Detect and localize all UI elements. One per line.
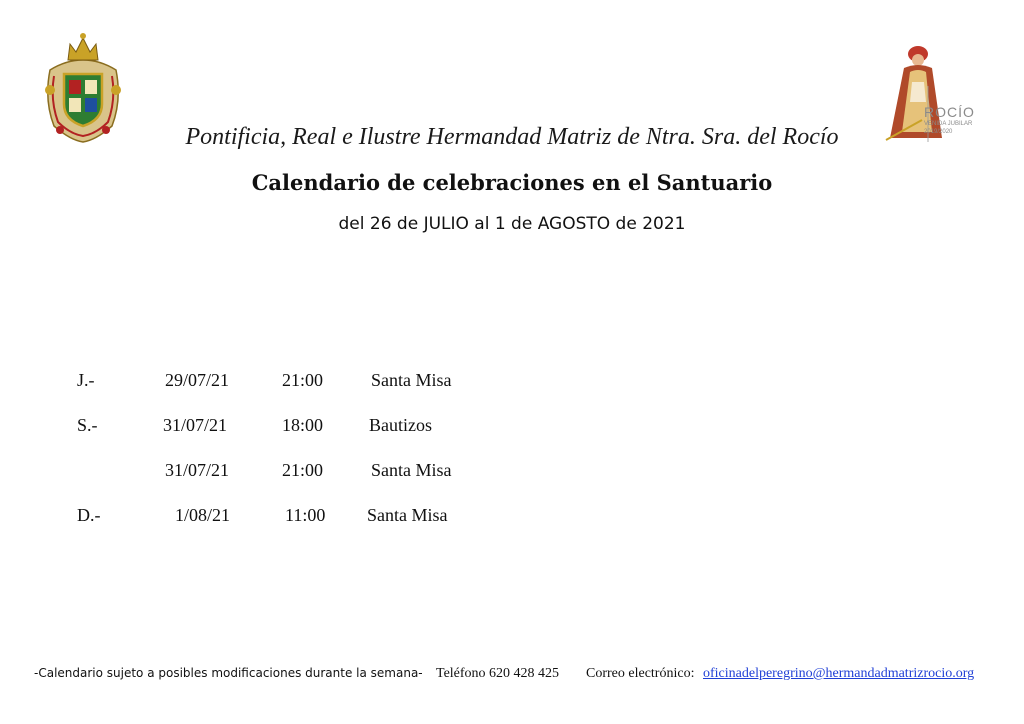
footer-note: -Calendario sujeto a posibles modificaciones durante la semana-: [34, 666, 423, 680]
event-time: 11:00: [285, 505, 326, 525]
logo-text-rocio: ROCÍO: [924, 104, 975, 120]
footer-phone: Teléfono 620 428 425: [436, 666, 560, 681]
event-day: D.-: [77, 505, 101, 525]
footer-email-label: Correo electrónico:: [586, 666, 695, 681]
event-date: 31/07/21: [163, 415, 228, 435]
event-name: Bautizos: [369, 415, 432, 435]
date-range-subtitle: del 26 de JULIO al 1 de AGOSTO de 2021: [338, 214, 686, 234]
event-date: 1/08/21: [175, 505, 231, 525]
logo-text-years: 2019/2020: [924, 129, 953, 135]
event-name: Santa Misa: [371, 370, 452, 390]
document-title: Calendario de celebraciones en el Santuario: [251, 170, 773, 195]
event-date: 31/07/21: [165, 460, 230, 480]
footer-email-link[interactable]: oficinadelperegrino@hermandadmatrizrocio.org: [703, 666, 975, 681]
event-day: J.-: [77, 370, 95, 390]
event-time: 21:00: [282, 370, 324, 390]
event-time: 18:00: [282, 415, 324, 435]
event-day: S.-: [77, 415, 98, 435]
event-name: Santa Misa: [371, 460, 452, 480]
event-time: 21:00: [282, 460, 324, 480]
organization-title: Pontificia, Real e Ilustre Hermandad Matriz de Ntra. Sra. del Rocío: [185, 124, 839, 150]
event-name: Santa Misa: [367, 505, 448, 525]
logo-text-venida: VENIDA JUBILAR: [924, 121, 973, 127]
event-date: 29/07/21: [165, 370, 230, 390]
